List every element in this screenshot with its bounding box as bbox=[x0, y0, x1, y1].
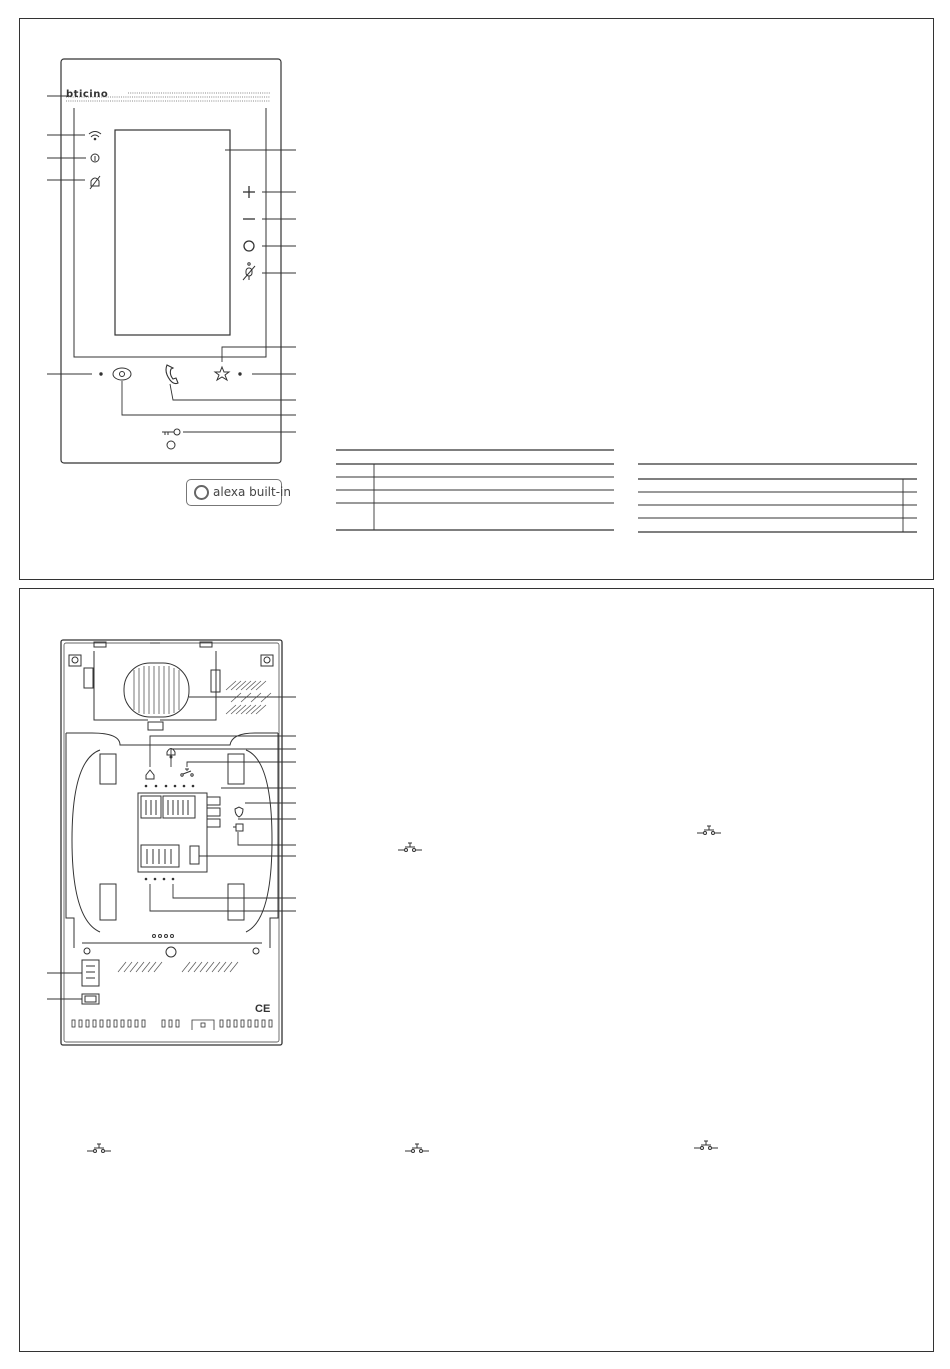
callout-lines-back bbox=[47, 697, 296, 999]
dots-lower bbox=[153, 935, 174, 938]
terminal-block-c bbox=[141, 845, 179, 867]
dip-switches bbox=[207, 797, 220, 827]
bell-muted-icon bbox=[90, 176, 100, 189]
speaker-grille bbox=[124, 663, 189, 717]
plus-icon[interactable] bbox=[243, 186, 255, 198]
switch-symbol bbox=[87, 826, 721, 1153]
handset-icon[interactable] bbox=[166, 365, 178, 384]
led-left bbox=[100, 373, 102, 375]
bottom-pin-row bbox=[72, 1020, 272, 1030]
mini-connector bbox=[190, 846, 199, 864]
side-connector-upper bbox=[82, 960, 99, 986]
front-device bbox=[61, 59, 281, 463]
led-right bbox=[239, 373, 241, 375]
table-left bbox=[336, 450, 614, 530]
proximity-sensor bbox=[167, 441, 175, 449]
terminal-block-a bbox=[141, 796, 161, 818]
terminal-dots-top bbox=[145, 785, 195, 788]
screw-tr bbox=[261, 655, 273, 666]
connector-icon bbox=[233, 824, 243, 831]
alexa-badge-text: alexa built-in bbox=[213, 485, 291, 499]
side-connector-lower bbox=[82, 994, 99, 1004]
star-icon[interactable] bbox=[215, 367, 229, 380]
screw-tl bbox=[69, 655, 81, 666]
vent-top-right bbox=[226, 681, 271, 714]
vent-bottom bbox=[118, 962, 238, 972]
camera-cycle-icon[interactable] bbox=[113, 368, 131, 380]
switch-symbol-back bbox=[181, 769, 193, 776]
table-right bbox=[638, 464, 917, 532]
terminal-dots-bottom bbox=[145, 878, 175, 881]
wifi-icon bbox=[89, 132, 101, 140]
back-device bbox=[61, 640, 282, 1045]
alexa-ring-icon bbox=[194, 485, 209, 500]
mic-muted-icon[interactable] bbox=[243, 263, 255, 280]
display-screen bbox=[115, 130, 230, 335]
brand-logo: bticino bbox=[66, 89, 109, 100]
terminal-block-b bbox=[163, 796, 195, 818]
circle-button-icon[interactable] bbox=[244, 241, 254, 251]
info-icon bbox=[91, 154, 99, 162]
shield-icon bbox=[235, 807, 243, 817]
ce-mark: CE bbox=[255, 1003, 271, 1015]
home-icon bbox=[146, 770, 154, 779]
alexa-badge bbox=[186, 479, 291, 506]
key-icon bbox=[162, 429, 180, 435]
